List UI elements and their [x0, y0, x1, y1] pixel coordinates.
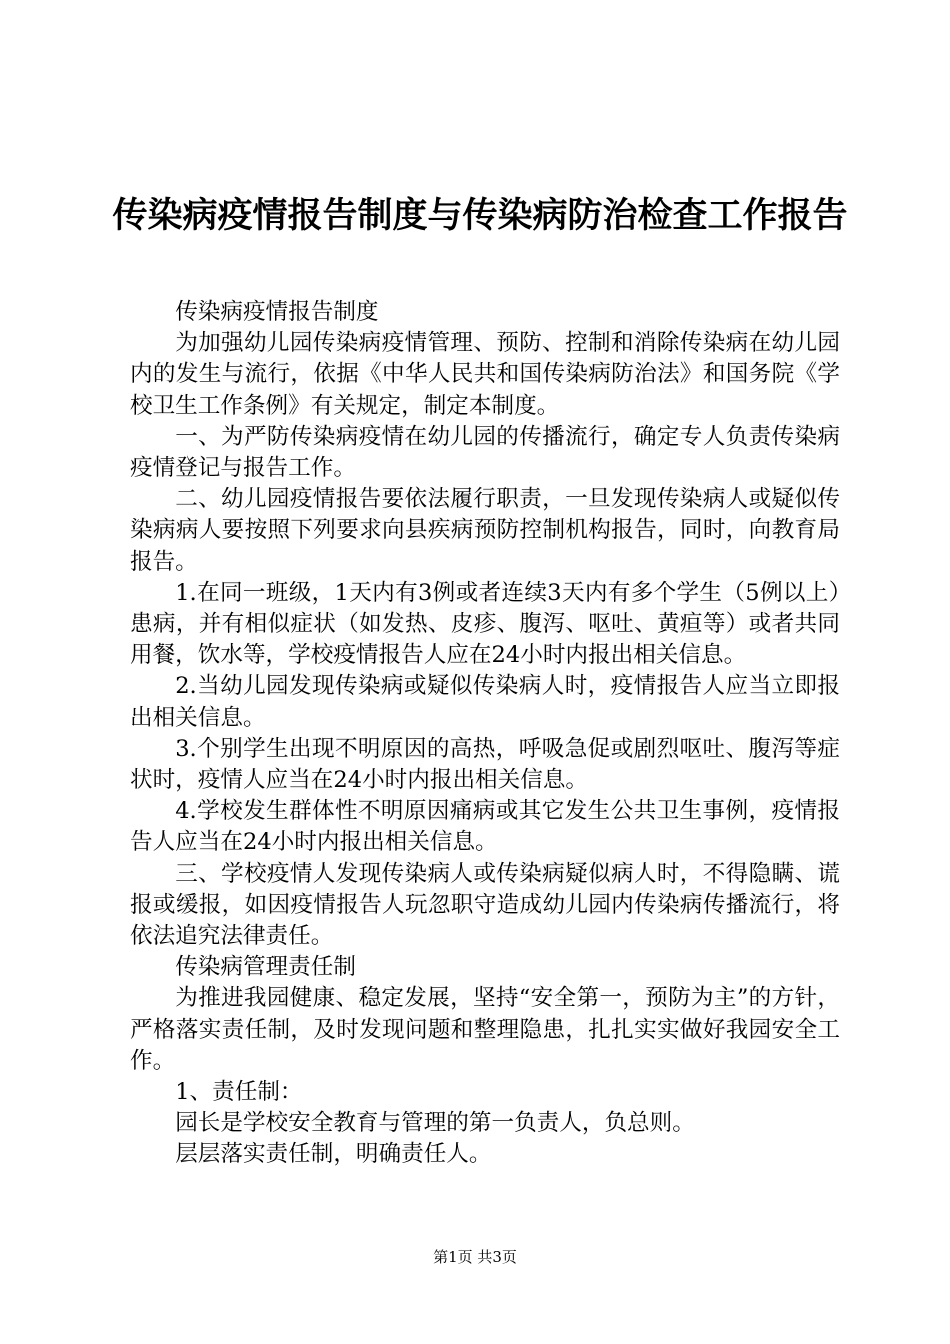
document-title: 传染病疫情报告制度与传染病防治检查工作报告 [112, 195, 848, 236]
paragraph: 三、学校疫情人发现传染病人或传染病疑似病人时，不得隐瞒、谎报或缓报，如因疫情报告人玩忽职守造成幼儿园内传染病传播流行，将依法追究法律责任。 [130, 860, 840, 950]
paragraph: 3.个别学生出现不明原因的高热，呼吸急促或剧烈呕吐、腹泻等症状时，疫情人应当在24小时内报出相关信息。 [130, 735, 840, 794]
paragraph: 为推进我园健康、稳定发展，坚持“安全第一，预防为主”的方针，严格落实责任制，及时发现问题和整理隐患，扎扎实实做好我园安全工作。 [130, 985, 840, 1074]
paragraph: 层层落实责任制，明确责任人。 [175, 1141, 492, 1168]
paragraph: 园长是学校安全教育与管理的第一负责人，负总则。 [175, 1110, 695, 1137]
paragraph: 一、为严防传染病疫情在幼儿园的传播流行，确定专人负责传染病疫情登记与报告工作。 [130, 423, 840, 482]
paragraph: 1、责任制： [175, 1079, 303, 1106]
page-footer: 第1页 共3页 [433, 1248, 517, 1266]
paragraph: 4.学校发生群体性不明原因痛病或其它发生公共卫生事例，疫情报告人应当在24小时内报出相关信息。 [130, 798, 840, 856]
paragraph: 2.当幼儿园发现传染病或疑似传染病人时，疫情报告人应当立即报出相关信息。 [130, 673, 840, 731]
section-heading: 传染病疫情报告制度 [175, 299, 379, 325]
document-body [130, 297, 840, 1171]
paragraph: 为加强幼儿园传染病疫情管理、预防、控制和消除传染病在幼儿园内的发生与流行，依据《中华人民共和国传染病防治法》和国务院《学校卫生工作条例》有关规定，制定本制度。 [130, 330, 840, 419]
paragraph: 二、幼儿园疫情报告要依法履行职责，一旦发现传染病人或疑似传染病病人要按照下列要求向县疾病预防控制机构报告，同时，向教育局报告。 [130, 486, 840, 575]
paragraph: 1.在同一班级，1天内有3例或者连续3天内有多个学生（5例以上）患病，并有相似症状（如发热、皮疹、腹泻、呕吐、黄疸等）或者共同用餐，饮水等，学校疫情报告人应在24小时内报出相关信息。 [130, 579, 840, 669]
section-heading: 传染病管理责任制 [175, 954, 356, 981]
